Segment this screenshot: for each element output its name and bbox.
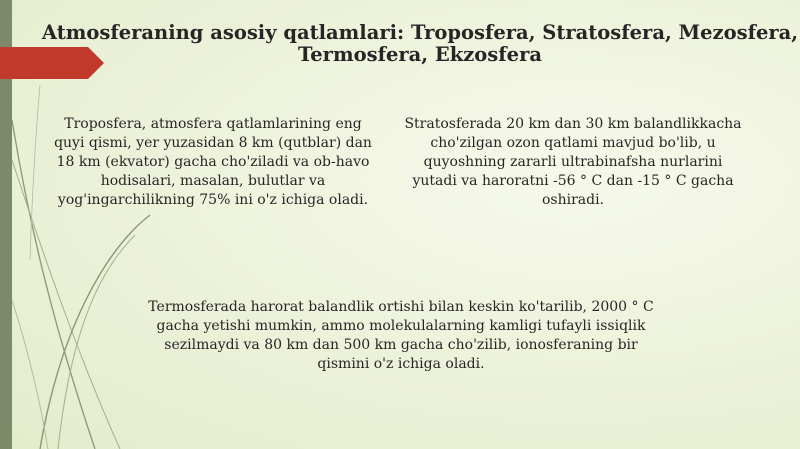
stratosphere-paragraph: Stratosferada 20 km dan 30 km balandlikkacha cho'zilgan ozon qatlami mavjud bo'lib, u quyoshning zararli ultrabinafsha nurlarini yutadi va haroratni -56 ° C dan -15 ° C gacha oshiradi. [404, 116, 742, 208]
thermosphere-paragraph: Termosferada harorat balandlik ortishi bilan keskin ko'tarilib, 2000 ° C gacha yetishi mumkin, ammo molekulalarning kamligi tufayli issiqlik sezilmaydi va 80 km dan 500 km gacha cho'zilib, ionosferaning bir qismini o'z ichiga oladi. [148, 299, 654, 372]
slide-title: Atmosferaning asosiy qatlamlari: Troposfera, Stratosfera, Mezosfera, Termosfera, Ekzosfera [41, 21, 799, 66]
troposphere-paragraph: Troposfera, atmosfera qatlamlarining eng quyi qismi, yer yuzasidan 8 km (qutblar) dan 18 km (ekvator) gacha cho'ziladi va ob-havo hodisalari, masalan, bulutlar va yog'ingarchilikning 75% ini o'z ichiga oladi. [54, 116, 372, 208]
